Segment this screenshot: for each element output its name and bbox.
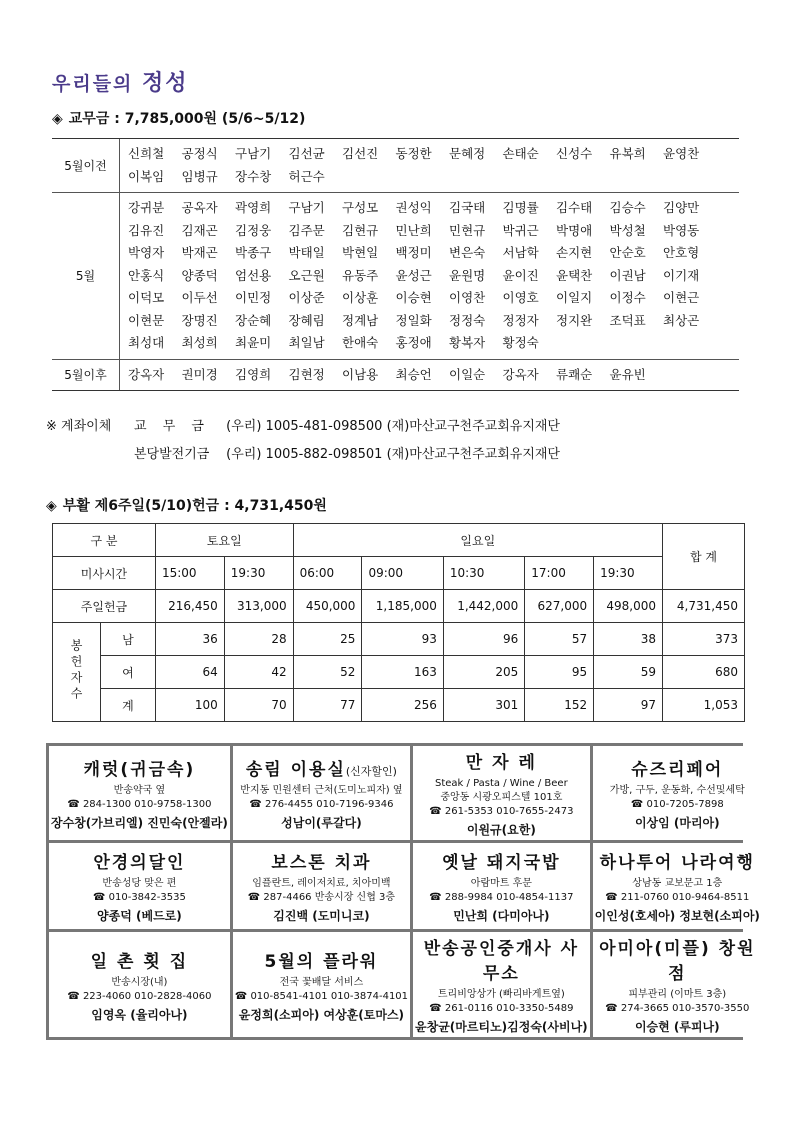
- donor-name: 박현일: [342, 245, 379, 260]
- account-number: 1005-481-098500: [265, 419, 383, 434]
- donor-name: 류쾌순: [556, 366, 593, 382]
- donor-count-value: 680: [663, 656, 745, 689]
- donor-count-value: 95: [525, 656, 594, 689]
- donor-name: 유복희: [609, 146, 646, 161]
- ad-owner: 임영옥 (율리아나): [91, 1007, 188, 1022]
- donor-count-value: 52: [293, 656, 362, 689]
- donor-name: 윤영찬: [663, 146, 700, 161]
- donor-count-value: 152: [525, 689, 594, 722]
- donor-name: 안호형: [663, 245, 700, 260]
- header-sunday: 일요일: [293, 524, 662, 557]
- donor-row-label: 5월이전: [52, 139, 120, 192]
- donor-name: 정지완: [556, 312, 593, 328]
- ad-line: 반송성당 맞은 편: [102, 878, 177, 889]
- ad-name-text: 만 자 레: [465, 753, 537, 773]
- ad-line: ☎ 010-3842-3535: [92, 892, 186, 903]
- ad-line: 중앙동 시광오피스텔 101호: [440, 792, 563, 803]
- ad-line: ☎ 261-5353 010-7655-2473: [429, 806, 574, 817]
- donor-name: 유동주: [342, 267, 379, 283]
- account-name: 교 무 금: [134, 419, 210, 434]
- donor-name: 김국태: [449, 200, 486, 215]
- donor-name: 박영동: [663, 222, 700, 238]
- donor-name: 최성희: [181, 335, 218, 350]
- donor-name: 윤유빈: [609, 366, 646, 382]
- account-holder: (재)마산교구천주교회유지재단: [386, 447, 560, 462]
- donor-count-value: 42: [224, 656, 293, 689]
- ad-line: ☎ 276-4455 010-7196-9346: [249, 799, 394, 810]
- donor-name: 조덕표: [609, 312, 646, 328]
- donor-count-value: 77: [293, 689, 362, 722]
- donor-name: 장혜림: [288, 312, 325, 328]
- donor-name: 박영자: [128, 245, 165, 260]
- donor-count-value: 57: [525, 623, 594, 656]
- account-note: ※ 계좌이체: [46, 419, 112, 434]
- money-value: 216,450: [155, 590, 224, 623]
- ad-line: 반송약국 옆: [113, 785, 166, 796]
- ad-owner: 이인성(호세아) 정보현(소피아): [594, 909, 760, 923]
- donor-name-list: [120, 193, 739, 359]
- donor-name: 안홍식: [128, 267, 165, 283]
- ad-name-sub: (신자할인): [345, 765, 397, 778]
- donor-name: 이남용: [342, 366, 379, 382]
- donor-name: 구성모: [342, 200, 379, 215]
- donor-name: 백정미: [395, 245, 432, 260]
- donor-name: 문혜정: [449, 146, 486, 161]
- donor-names-table: [52, 138, 739, 391]
- ad-owner: 장수창(가브리엘) 진민숙(안젤라): [51, 816, 228, 830]
- section-tuition-label: 교무금 : 7,785,000원 (5/6~5/12): [68, 111, 306, 127]
- donor-name: 김유진: [128, 222, 165, 238]
- account-number: 1005-882-098501: [265, 447, 383, 462]
- ad-name-text: 캐럿(귀금속): [83, 760, 196, 780]
- donor-name: 서남학: [502, 245, 539, 260]
- money-value: 450,000: [293, 590, 362, 623]
- donor-name: 김현정: [288, 366, 325, 382]
- donor-name: 김재곤: [181, 222, 218, 238]
- account-bank: (우리): [226, 447, 262, 462]
- ad-line: 트리비앙상가 (빠리바게트옆): [437, 989, 565, 1000]
- donor-name: 정정숙: [449, 312, 486, 328]
- donor-count-value: 36: [155, 623, 224, 656]
- donor-name: 정정자: [502, 312, 539, 328]
- donor-count-value: 256: [362, 689, 443, 722]
- ad-name-text: 일 촌 횟 집: [90, 951, 189, 972]
- section-tuition-heading: [52, 108, 305, 128]
- donor-name: 이기재: [663, 267, 700, 283]
- ad-name: [246, 755, 397, 780]
- donor-name: 박재곤: [181, 245, 218, 260]
- money-value: 1,442,000: [443, 590, 524, 623]
- ad-owner: 이상임 (마리아): [634, 816, 720, 830]
- donor-count-value: 96: [443, 623, 524, 656]
- donor-name: 이복임: [128, 168, 165, 184]
- donor-count-value: 25: [293, 623, 362, 656]
- donor-name: 홍정애: [395, 335, 432, 350]
- ad-line: 가방, 구두, 운동화, 수선및세탁: [609, 785, 745, 796]
- donor-name: 안순호: [609, 245, 646, 260]
- donor-name: 변은숙: [449, 245, 486, 260]
- donor-count-row: [53, 656, 745, 689]
- ad-card: [413, 746, 590, 840]
- ad-line: ☎ 284-1300 010-9758-1300: [67, 799, 212, 810]
- donor-name: 박태일: [288, 245, 325, 260]
- ad-name: [84, 755, 196, 780]
- ad-card: [593, 843, 762, 929]
- money-value: 498,000: [594, 590, 663, 623]
- donor-name: 권성익: [395, 200, 432, 215]
- donor-count-row: [53, 623, 745, 656]
- donor-count-value: 373: [663, 623, 745, 656]
- donor-count-label: 봉헌자수: [69, 638, 83, 703]
- ad-owner: 김진백 (도미니코): [273, 909, 370, 923]
- donor-name: 강옥자: [502, 366, 539, 382]
- donor-name: 곽영희: [235, 200, 272, 215]
- donor-name: 이권남: [609, 267, 646, 283]
- header-mass-time: 미사시간: [53, 557, 156, 590]
- ad-line: ☎ 287-4466 반송시장 신협 3층: [247, 892, 396, 903]
- donor-name: 정계남: [342, 312, 379, 328]
- ad-name: [264, 947, 378, 972]
- title-part1: 우리들의: [52, 73, 134, 95]
- ad-name-text: 보스톤 치과: [271, 853, 372, 873]
- donor-name-list: [120, 360, 739, 391]
- donor-name: 최일남: [288, 335, 325, 350]
- donor-name: 강옥자: [128, 366, 165, 382]
- donor-name: 이영찬: [449, 290, 486, 305]
- donor-name: 양종덕: [181, 267, 218, 283]
- donor-name: 박귀근: [502, 222, 539, 238]
- account-row-1: [46, 415, 560, 434]
- page-title: [52, 66, 189, 97]
- donor-name: 오근원: [288, 267, 325, 283]
- donor-name: 김영희: [235, 366, 272, 382]
- donor-row: [52, 360, 739, 391]
- ad-name-text: 5월의 플라워: [264, 951, 379, 972]
- ad-card: [49, 932, 230, 1037]
- donor-name: 황정숙: [502, 335, 539, 350]
- donor-count-value: 28: [224, 623, 293, 656]
- diamond-icon: ◈: [52, 111, 63, 127]
- donor-name: 최승언: [395, 366, 432, 382]
- donor-name: 윤이진: [502, 267, 539, 283]
- donor-count-value: 93: [362, 623, 443, 656]
- mass-time: 17:00: [525, 557, 594, 590]
- donor-name: 윤성근: [395, 267, 432, 283]
- donor-name: 박종구: [235, 245, 272, 260]
- account-name: 본당발전기금: [134, 447, 210, 462]
- ad-name-text: 반송공인중개사 사무소: [423, 939, 579, 984]
- donor-name: 이일지: [556, 290, 593, 305]
- section-offering-label: 부활 제6주일(5/10)헌금 : 4,731,450원: [62, 498, 327, 514]
- donor-name: 황복자: [449, 335, 486, 350]
- donor-name: 공정식: [181, 146, 218, 161]
- title-part2: 정성: [142, 71, 189, 96]
- ad-line: ☎ 274-3665 010-3570-3550: [605, 1003, 750, 1014]
- ad-line: ☎ 010-8541-4101 010-3874-4101: [234, 990, 409, 1002]
- donor-name: 김정웅: [235, 222, 272, 238]
- donor-name: 허근수: [288, 168, 325, 184]
- ad-card: [413, 843, 590, 929]
- money-value: 1,185,000: [362, 590, 443, 623]
- donor-count-value: 205: [443, 656, 524, 689]
- donor-name: 강귀분: [128, 200, 165, 215]
- donor-name: 구남기: [235, 146, 272, 161]
- donor-name: 손태순: [502, 146, 539, 161]
- ad-card: [49, 746, 230, 840]
- donor-name: 이상준: [288, 290, 325, 305]
- ad-line: ☎ 223-4060 010-2828-4060: [67, 990, 212, 1002]
- ad-name: [91, 947, 188, 972]
- ad-owner: 민난희 (다미아나): [453, 909, 550, 923]
- ad-card: [49, 843, 230, 929]
- ad-name-text: 아미아(미플) 창원점: [599, 939, 756, 984]
- donor-count-sublabel: 남: [101, 623, 156, 656]
- donor-count-value: 163: [362, 656, 443, 689]
- donor-name: 정일화: [395, 312, 432, 328]
- donor-name: 신희철: [128, 146, 165, 161]
- ads-grid: [46, 743, 760, 1040]
- donor-name: 이영호: [502, 290, 539, 305]
- donor-name: 이현문: [128, 312, 165, 328]
- ad-line: 상남동 교보문고 1층: [632, 878, 723, 889]
- ad-name-text: 송림 이용실: [245, 760, 346, 780]
- money-label: 주일헌금: [53, 590, 156, 623]
- donor-count-value: 301: [443, 689, 524, 722]
- donor-row-label: 5월이후: [52, 360, 120, 391]
- donor-name: 김양만: [663, 200, 700, 215]
- account-bank: (우리): [226, 419, 262, 434]
- ad-line: ☎ 261-0116 010-3350-5489: [429, 1003, 574, 1014]
- mass-time: 19:30: [594, 557, 663, 590]
- ad-line: ☎ 211-0760 010-9464-8511: [605, 892, 750, 903]
- money-value: 4,731,450: [663, 590, 745, 623]
- ad-owner: 성남이(루갈다): [281, 816, 362, 830]
- donor-name: 이승현: [395, 290, 432, 305]
- ad-name: [600, 848, 755, 873]
- donor-name: 임병규: [181, 168, 218, 184]
- header-total: 합 계: [663, 524, 745, 590]
- donor-count-value: 1,053: [663, 689, 745, 722]
- offering-table: [52, 523, 745, 722]
- ad-line: ☎ 010-7205-7898: [630, 799, 724, 810]
- donor-name: 김수태: [556, 200, 593, 215]
- donor-name: 공옥자: [181, 200, 218, 215]
- account-holder: (재)마산교구천주교회유지재단: [386, 419, 560, 434]
- ad-owner: 이원규(요한): [466, 823, 536, 837]
- donor-name: 민현규: [449, 222, 486, 238]
- mass-time: 06:00: [293, 557, 362, 590]
- donor-name: 구남기: [288, 200, 325, 215]
- donor-name: 권미경: [181, 366, 218, 382]
- donor-name: 이현근: [663, 290, 700, 305]
- donor-name: 최윤미: [235, 335, 272, 350]
- ad-line: 반지동 민원센터 근처(도미노피자) 옆: [240, 785, 403, 796]
- donor-name: 동정한: [395, 146, 432, 161]
- donor-name: 박성철: [609, 222, 646, 238]
- mass-time: 15:00: [155, 557, 224, 590]
- donor-name: 윤택찬: [556, 267, 593, 283]
- ad-name: [595, 934, 760, 984]
- ad-card: [233, 932, 410, 1037]
- ad-owner: 양종덕 (베드로): [97, 909, 182, 923]
- donor-name: 이민정: [235, 290, 272, 305]
- ad-name-text: 옛날 돼지국밥: [442, 853, 561, 873]
- ad-name-text: 슈즈리페어: [631, 760, 724, 780]
- donor-count-value: 100: [155, 689, 224, 722]
- ad-owner: 윤창균(마르티노)김정숙(사비나): [415, 1020, 588, 1034]
- donor-name: 장수창: [235, 168, 272, 184]
- donor-count-row: [53, 689, 745, 722]
- donor-count-value: 97: [594, 689, 663, 722]
- ad-line: 임플란트, 레이저치료, 치아미백: [252, 878, 391, 889]
- ad-name: [93, 848, 185, 873]
- donor-count-sublabel: 계: [101, 689, 156, 722]
- mass-time: 09:00: [362, 557, 443, 590]
- donor-name: 박명애: [556, 222, 593, 238]
- ad-line: Steak / Pasta / Wine / Beer: [435, 778, 568, 789]
- donor-name: 최성대: [128, 335, 165, 350]
- ad-line: ☎ 288-9984 010-4854-1137: [429, 892, 574, 903]
- ad-card: [233, 843, 410, 929]
- donor-name: 김선균: [288, 146, 325, 161]
- ad-card: [233, 746, 410, 840]
- donor-name: 이두선: [181, 290, 218, 305]
- ad-card: [593, 746, 762, 840]
- donor-name: 신성수: [556, 146, 593, 161]
- header-gubun: 구 분: [53, 524, 156, 557]
- donor-count-value: 70: [224, 689, 293, 722]
- mass-time: 10:30: [443, 557, 524, 590]
- donor-name: 이정수: [609, 290, 646, 305]
- donor-name: 김현규: [342, 222, 379, 238]
- ad-owner: 윤정희(소피아) 여상훈(토마스): [238, 1007, 405, 1022]
- donor-name: 장순혜: [235, 312, 272, 328]
- header-saturday: 토요일: [155, 524, 293, 557]
- donor-row: [52, 193, 739, 360]
- ad-card: [413, 932, 590, 1037]
- donor-count-value: 59: [594, 656, 663, 689]
- diamond-icon: ◈: [46, 498, 57, 514]
- donor-count-value: 64: [155, 656, 224, 689]
- donor-count-sublabel: 여: [101, 656, 156, 689]
- donor-name: 이일순: [449, 366, 486, 382]
- ad-name: [631, 755, 723, 780]
- money-value: 627,000: [525, 590, 594, 623]
- ad-card: [593, 932, 762, 1037]
- donor-name: 김주문: [288, 222, 325, 238]
- ad-owner: 이승현 (루피나): [634, 1020, 720, 1034]
- donor-name: 손지현: [556, 245, 593, 260]
- ad-name: [442, 848, 560, 873]
- donor-row: [52, 139, 739, 193]
- ad-name-text: 하나투어 나라여행: [599, 853, 755, 873]
- ad-name-text: 안경의달인: [93, 853, 186, 873]
- mass-time: 19:30: [224, 557, 293, 590]
- ad-line: 아람마트 후문: [470, 878, 532, 889]
- donor-name: 김승수: [609, 200, 646, 215]
- mass-times-row: [53, 557, 745, 590]
- section-offering-heading: [46, 495, 327, 515]
- donor-name: 김명률: [502, 200, 539, 215]
- donor-name: 장명진: [181, 312, 218, 328]
- donor-name: 최상곤: [663, 312, 700, 328]
- ad-name: [466, 748, 537, 773]
- donor-count-value: 38: [594, 623, 663, 656]
- ad-line: 반송시장(내): [111, 976, 168, 988]
- donor-name: 김선진: [342, 146, 379, 161]
- ad-line: 전국 꽃배달 서비스: [279, 976, 364, 988]
- donor-name: 민난희: [395, 222, 432, 238]
- donor-row-label: 5월: [52, 193, 120, 359]
- money-value: 313,000: [224, 590, 293, 623]
- donor-name: 한애숙: [342, 335, 379, 350]
- ad-name: [415, 934, 588, 984]
- money-row: [53, 590, 745, 623]
- ad-name: [271, 848, 371, 873]
- ad-line: 피부관리 (이마트 3층): [628, 989, 727, 1000]
- donor-name: 엄선용: [235, 267, 272, 283]
- donor-name: 이상훈: [342, 290, 379, 305]
- donor-name: 윤원명: [449, 267, 486, 283]
- donor-name: 이덕모: [128, 290, 165, 305]
- donor-name-list: [120, 139, 739, 192]
- account-row-2: [46, 443, 560, 462]
